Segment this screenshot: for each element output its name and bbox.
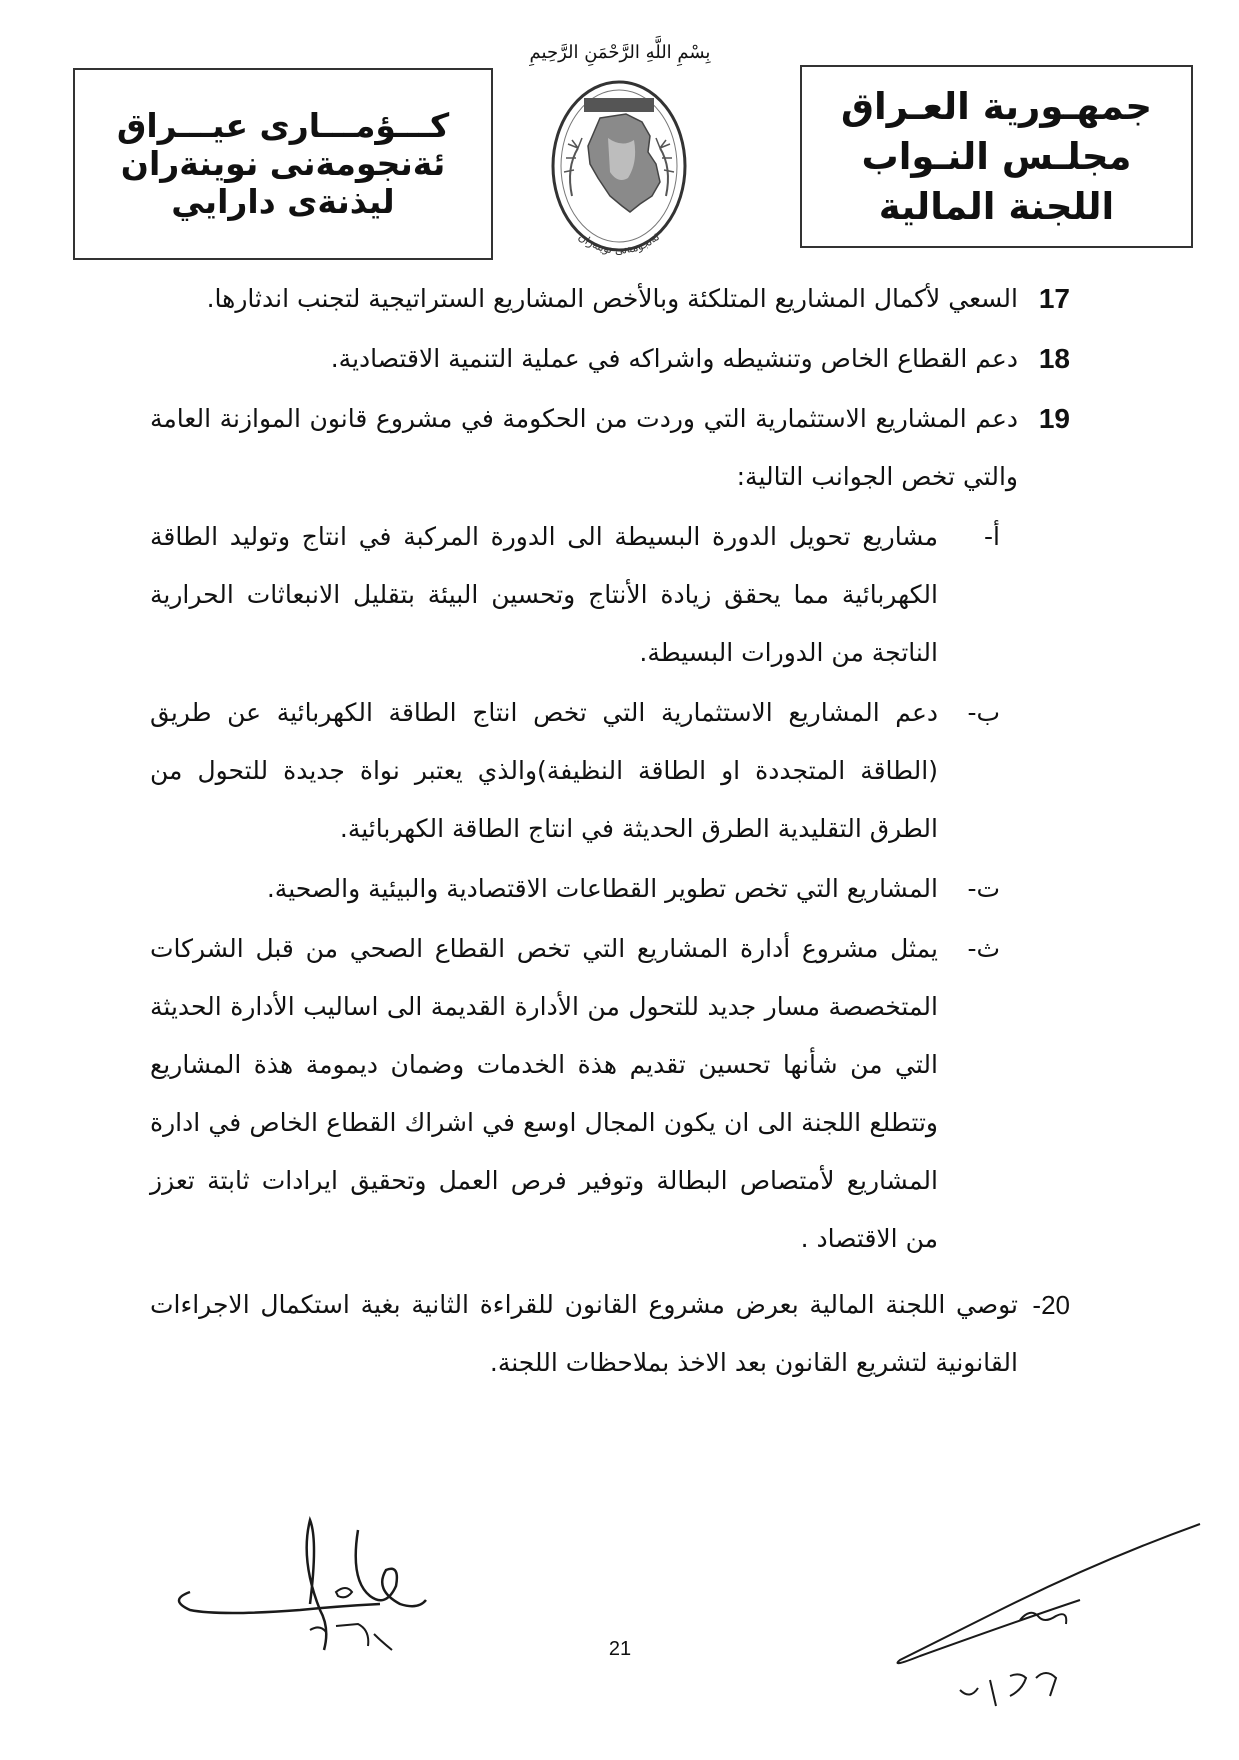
sub-item-text: مشاريع تحويل الدورة البسيطة الى الدورة المركبة في انتاج وتوليد الطاقة الكهربائية مما يحقق زيادة الأنتاج وتحسين البيئة بتقليل الانبعاثات الحرارية الناتجة من الدورات البسيطة. <box>150 522 938 667</box>
sub-item-letter: ب- <box>967 698 1000 727</box>
sub-item-ba <box>150 684 1000 858</box>
header-title-committee: اللجنة المالية <box>878 184 1115 228</box>
header-box-left <box>73 68 493 260</box>
sub-item-letter: ث- <box>967 934 1000 963</box>
item-text: السعي لأكمال المشاريع المتلكئة وبالأخص المشاريع الستراتيجية لتجنب اندثارها. <box>206 284 1018 313</box>
header-kurdish-committee: ليذنةى دارايي <box>171 182 395 221</box>
item-text: دعم القطاع الخاص وتنشيطه واشراكه في عملية التنمية الاقتصادية. <box>330 344 1018 373</box>
item-text: توصي اللجنة المالية بعرض مشروع القانون للقراءة الثانية بغية استكمال الاجراءات القانونية لتشريع القانون بعد الاخذ بملاحظات اللجنة. <box>150 1290 1018 1377</box>
item-number: 20- <box>1032 1290 1070 1320</box>
page-number: 21 <box>608 1638 632 1660</box>
sub-item-text: المشاريع التي تخص تطوير القطاعات الاقتصادية والبيئية والصحية. <box>266 874 938 903</box>
signature-left <box>160 1500 490 1660</box>
sub-item-text: دعم المشاريع الاستثمارية التي تخص انتاج الطاقة الكهربائية عن طريق (الطاقة المتجددة او الطاقة النظيفة)والذي يعتبر نواة جديدة للتحول من الطرق التقليدية الطرق الحديثة في انتاج الطاقة الكهربائية. <box>150 698 938 843</box>
document-body <box>150 270 1070 1394</box>
sub-item-tha <box>150 920 1000 1268</box>
list-item-17 <box>150 270 1070 328</box>
sub-item-ta <box>150 860 1000 918</box>
header-title-parliament: مجلـس النـواب <box>861 134 1132 178</box>
sub-item-letter: ت- <box>967 874 1000 903</box>
header-kurdish-country: كـــؤمـــارى عيـــراق <box>116 106 450 145</box>
item-number: 18 <box>1038 343 1070 374</box>
header-title-country: جمهـورية العـراق <box>840 84 1153 128</box>
sub-item-letter: أ- <box>984 522 1000 551</box>
sub-item-text: يمثل مشروع أدارة المشاريع التي تخص القطاع الصحي من قبل الشركات المتخصصة مسار جديد للتحول من الأدارة القديمة الى اساليب الأدارة الحديثة التي من شأنها تحسين تقديم هذة الخدمات وضمان ديمومة هذة المشاريع وتتطلع اللجنة الى ان يكون المجال اوسع في اشراك القطاع الخاص في ادارة المشاريع لأمتصاص البطالة وتوفير فرص العمل وتحقيق ايرادات ثابتة تعزز من الاقتصاد . <box>150 934 938 1253</box>
header-kurdish-parliament: ئةنجومةنى نوينةران <box>120 144 446 183</box>
basmala: بِسْمِ اللَّهِ الرَّحْمَنِ الرَّحِيمِ <box>529 42 711 63</box>
list-item-20 <box>150 1276 1070 1392</box>
signature-right <box>860 1500 1220 1730</box>
item-text: دعم المشاريع الاستثمارية التي وردت من الحكومة في مشروع قانون الموازنة العامة والتي تخص الجوانب التالية: <box>150 404 1018 491</box>
item-number: 17 <box>1038 283 1070 314</box>
list-item-19 <box>150 390 1070 506</box>
list-item-18 <box>150 330 1070 388</box>
sub-item-alif <box>150 508 1000 682</box>
emblem-caption: ئةنجومةنى نوينةران <box>575 230 663 257</box>
item-number: 19 <box>1038 403 1070 434</box>
parliament-emblem-icon <box>538 78 700 262</box>
header-box-right <box>800 65 1193 248</box>
